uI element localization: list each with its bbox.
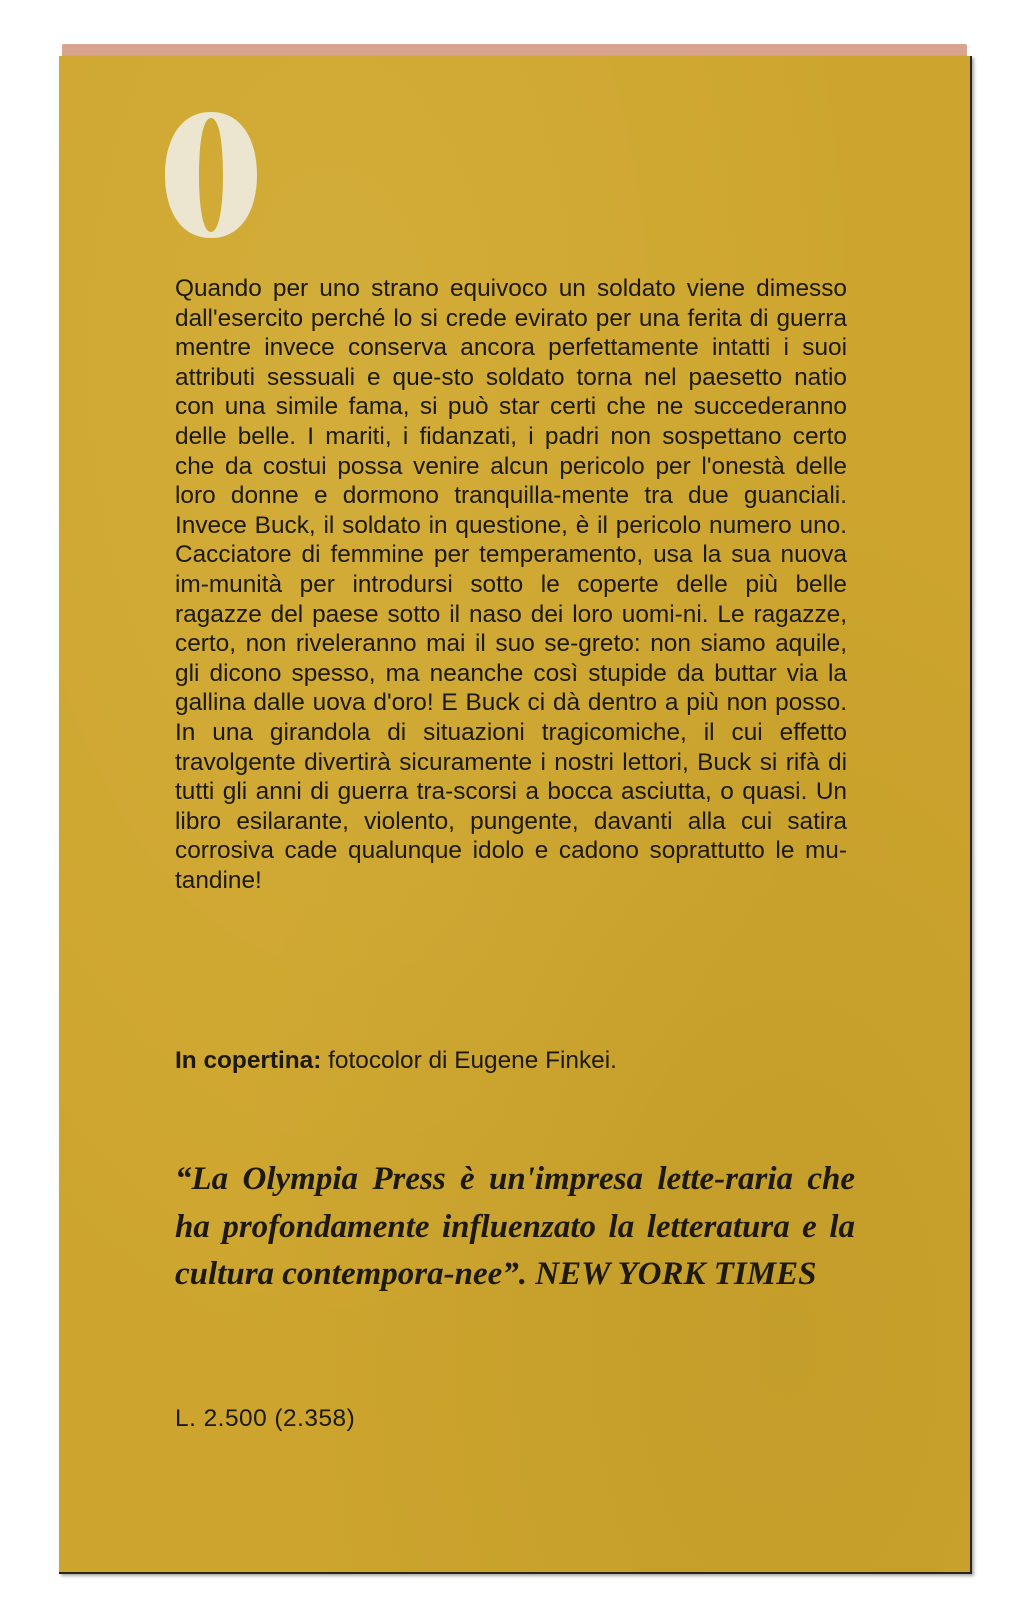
synopsis-text: Quando per uno strano equivoco un soldato viene dimesso dall'esercito perché lo si crede evirato per una ferita di guerra mentre invece conserva ancora perfettamente intatti i suoi attributi sessuali e que-sto soldato torna nel paesetto natio con una simile fama, si può star certi che ne succederanno delle belle. I mariti, i fidanzati, i padri non sospettano certo che da costui possa venire alcun pericolo per l'onestà delle loro donne e dormono tranquilla-mente tra due guanciali. Invece Buck, il soldato in questione, è il pericolo numero uno. Cacciatore di femmine per temperamento, usa la sua nuova im-munità per introdursi sotto le coperte delle più belle ragazze del paese sotto il naso dei loro uomi-ni. Le ragazze, certo, non riveleranno mai il suo se-greto: non siamo aquile, gli dicono spesso, ma neanche così stupide da buttar via la gallina dalle uova d'oro! E Buck ci dà dentro a più non posso. In una girandola di situazioni tragicomiche, il cui effetto travolgente divertirà sicuramente i nostri lettori, Buck si rifà di tutti gli anni di guerra tra-scorsi a bocca asciutta, o quasi. Un libro esilarante, violento, pungente, davanti alla cui satira corrosiva cade qualunque idolo e cadono soprattutto le mu-tandine!	[175, 275, 847, 894]
press-quote: “La Olympia Press è un'impresa lette-raria che ha profondamente influenzato la letteratura e la cultura contempora-nee”. NEW YORK TIMES	[175, 1161, 855, 1292]
cover-credit-text: fotocolor di Eugene Finkei.	[321, 1047, 617, 1074]
cover-credit	[175, 1046, 847, 1076]
price-label: L. 2.500 (2.358)	[175, 1405, 356, 1432]
cover-credit-label: In copertina:	[175, 1047, 322, 1074]
back-cover	[59, 56, 972, 1574]
olympia-o-logo-icon	[165, 112, 257, 238]
